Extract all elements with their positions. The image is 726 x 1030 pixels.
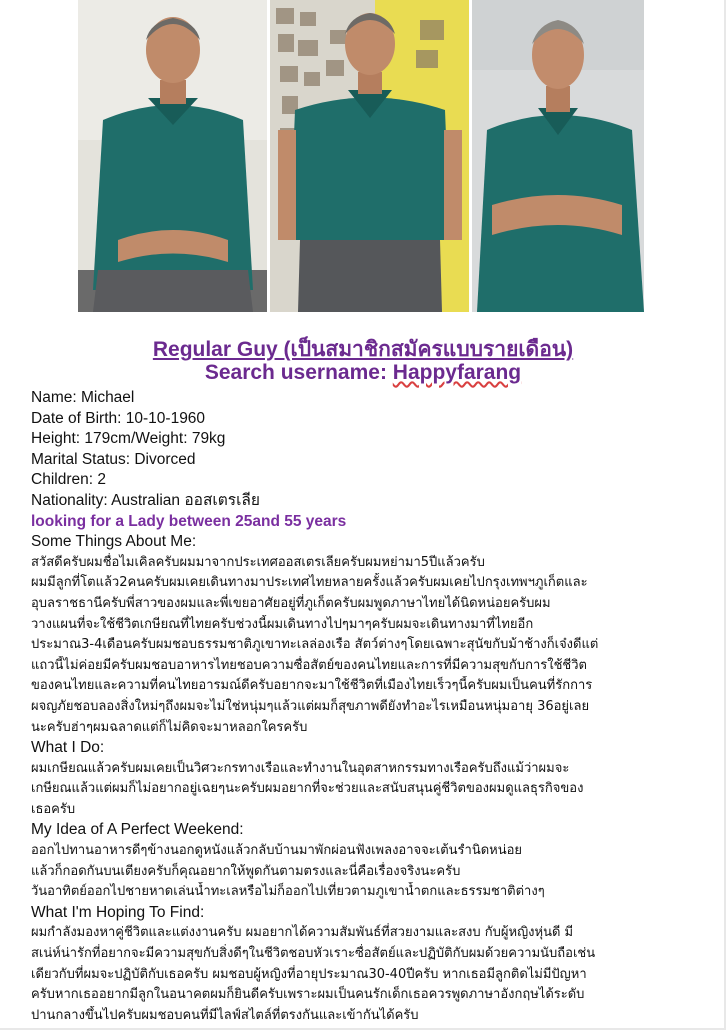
looking-for-line: looking for a Lady between 25and 55 years xyxy=(31,512,347,530)
what-i-do-heading: What I Do: xyxy=(31,739,105,757)
profile-photo-standing xyxy=(270,0,469,312)
height-weight-field: Height: 179cm/Weight: 79kg xyxy=(31,430,226,448)
hoping-to-find-line: สเน่ห์น่ารักที่อยากจะมีความสุขกับสิ่งดีๆในชีวิตชอบหัวเราะซื่อสัตย์และปฏิบัติกับผมด้วยความนับถือเช่น xyxy=(31,946,596,962)
perfect-weekend-line: วันอาทิตย์ออกไปชายหาดเล่นน้ำทะเลหรือไม่ก็ออกไปเที่ยวตามภูเขาน้ำตกและธรรมชาติต่างๆ xyxy=(31,884,545,900)
hoping-to-find-line: ครับหากเธออยากมีลูกในอนาคตผมก็ยินดีครับเพราะผมเป็นคนรักเด็กเธอควรพูดภาษาอังกฤษได้ระดับ xyxy=(31,987,585,1003)
about-line: สวัสดีครับผมชื่อไมเคิลครับผมมาจากประเทศออสเตรเลียครับผมหย่ามา5ปีแล้วครับ xyxy=(31,554,485,570)
name-field: Name: Michael xyxy=(31,389,135,406)
about-line: อุบลราชธานีครับพี่สาวของผมและพี่เขยอาศัยอยู่ที่ภูเก็ตครับผมพูดภาษาไทยได้นิดหน่อยครับผม xyxy=(31,595,551,611)
hoping-to-find-line: ปานกลางขึ้นไปครับผมชอบคนที่มีไลฟ์สไตล์ที่ตรงกันและเข้ากันได้ครับ xyxy=(31,1007,419,1023)
about-line: นะครับฮ่าๆผมฉลาดแต่ก็ไม่คิดจะมาหลอกใครครับ xyxy=(31,719,308,735)
perfect-weekend-heading: My Idea of A Perfect Weekend: xyxy=(31,821,244,839)
search-username-label: Search username: xyxy=(204,361,393,384)
marital-status-field: Marital Status: Divorced xyxy=(31,450,196,468)
about-line: แถวนี้ไม่ค่อยมีครับผมชอบอาหารไทยชอบความซื่อสัตย์ของคนไทยและการที่มีความสุขกับการใช้ชีวิต xyxy=(31,657,587,673)
profile-photo-arms-crossed xyxy=(472,0,644,312)
hoping-to-find-heading: What I'm Hoping To Find: xyxy=(31,903,205,921)
dob-field: Date of Birth: 10-10-1960 xyxy=(31,409,206,427)
about-heading: Some Things About Me: xyxy=(31,533,197,551)
nationality-field: Nationality: Australian ออสเตรเลีย xyxy=(31,491,261,509)
hoping-to-find-line: เดียวกับที่ผมจะปฏิบัติกับเธอครับ ผมชอบผู้หญิงที่อายุประมาณ30-40ปีครับ หากเธอมีลูกติดไม่มีปัญหา xyxy=(31,966,587,982)
what-i-do-line: เกษียณแล้วแต่ผมก็ไม่อยากอยู่เฉยๆนะครับผมอยากที่จะช่วยและสนับสนุนคู่ชีวิตของผมดูแลธุรกิจของ xyxy=(31,781,584,797)
membership-headline-text: Regular Guy (เป็นสมาชิกสมัครแบบรายเดือน) xyxy=(152,338,574,361)
perfect-weekend-line: แล้วก็กอดกันบนเตียงครับก็คุณอยากให้พูดกันตามตรงและนี่คือเรื่องจริงนะครับ xyxy=(31,863,461,879)
photo-strip xyxy=(78,0,644,312)
about-line: ผมมีลูกที่โตแล้ว2คนครับผมเคยเดินทางมาประเทศไทยหลายครั้งแล้วครับผมเคยไปกรุงเทพฯภูเก็ตและ xyxy=(31,575,588,591)
username-link[interactable]: Happyfarang xyxy=(392,361,522,384)
children-field: Children: 2 xyxy=(31,471,106,489)
about-line: ผจญภัยชอบลองสิ่งใหม่ๆถึงผมจะไม่ใช่หนุ่มๆแล้วแต่ผมก็สุขภาพดียังทำอะไรเหมือนหนุ่มอายุ 36อยู่เลย xyxy=(31,698,590,714)
about-line: วางแผนที่จะใช้ชีวิตเกษียณที่ไทยครับช่วงนี้ผมเดินทางไปๆมาๆครับผมจะเดินทางมาที่ไทยอีก xyxy=(31,616,534,632)
what-i-do-line: ผมเกษียณแล้วครับผมเคยเป็นวิศวะกรทางเรือและทำงานในอุตสาหกรรมทางเรือครับถึงแม้ว่าผมจะ xyxy=(31,760,570,776)
hoping-to-find-line: ผมกำลังมองหาคู่ชีวิตและแต่งงานครับ ผมอยากได้ความสัมพันธ์ที่สวยงามและสงบ กับผู้หญิงหุ่นดี มี xyxy=(31,925,574,941)
search-username-headline xyxy=(0,361,726,385)
profile-photo-seated xyxy=(78,0,267,312)
profile-details xyxy=(31,388,701,1026)
about-line: ของคนไทยและความที่คนไทยอารมณ์ดีครับอยากจะมาใช้ชีวิตที่เมืองไทยเร็วๆนี้ครับผมเป็นคนที่รักการ xyxy=(31,678,593,694)
what-i-do-line: เธอครับ xyxy=(31,801,76,817)
perfect-weekend-line: ออกไปทานอาหารดีๆข้างนอกดูหนังแล้วกลับบ้านมาพักผ่อนฟังเพลงอาจจะเต้นรำนิดหน่อย xyxy=(31,843,523,859)
about-line: ประมาณ3-4เดือนครับผมชอบธรรมชาติภูเขาทะเลล่องเรือ สัตว์ต่างๆโดยเฉพาะสุนัขกับม้าช้างก็เจ๋งดีแต่ xyxy=(31,637,599,653)
